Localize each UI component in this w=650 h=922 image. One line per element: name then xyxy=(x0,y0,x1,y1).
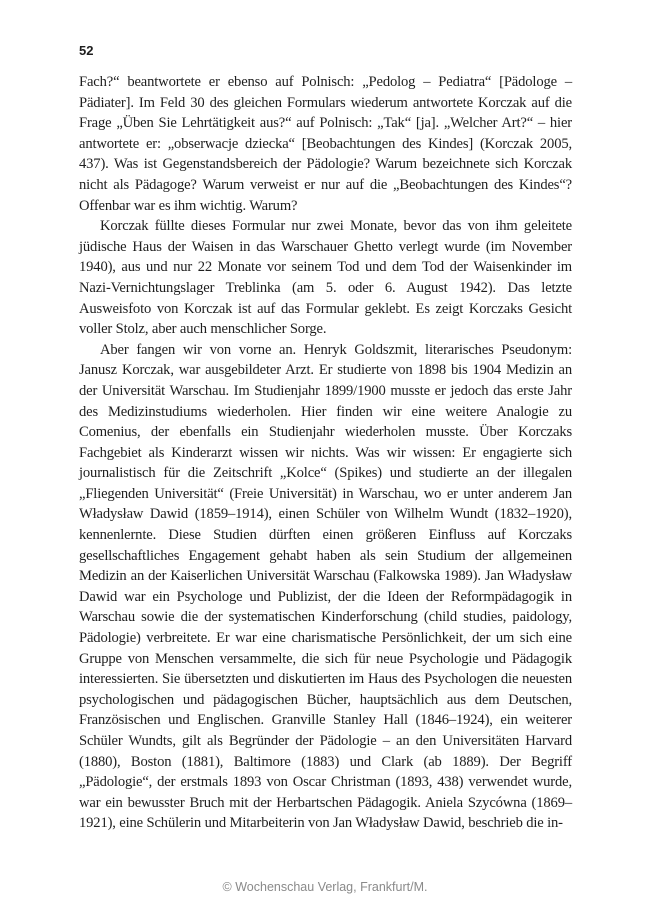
paragraph-1: Fach?“ beantwortete er ebenso auf Polnisch: „Pedolog – Pediatra“ [Pädologe – Pädiater]. Im Feld 30 des gleichen Formulars wiederum antwortete Korczak auf die Frage „Üben Sie Lehrtätigkeit aus?“ auf Polnisch: „Tak“ [ja]. „Welcher Art?“ – hier antwortete er: „obserwacje dziecka“ [Beobachtungen des Kindes] (Korczak 2005, 437). Was ist Gegenstandsbereich der Pädologie? Warum bezeichnete sich Korczak nicht als Pädagoge? Warum verweist er nur auf die „Beobachtungen des Kindes“? Offenbar war es ihm wichtig. Warum? xyxy=(79,74,572,214)
copyright-footer: © Wochenschau Verlag, Frankfurt/M. xyxy=(222,880,428,894)
page-number: 52 xyxy=(79,43,94,58)
paragraph-3: Aber fangen wir von vorne an. Henryk Goldszmit, literarisches Pseudonym: Janusz Korczak, war ausgebildeter Arzt. Er studierte von 1898 bis 1904 Medizin an der Universität Warschau. Im Studienjahr 1899/1900 musste er jedoch das erste Jahr des Medizinstudiums wiederholen. Hier finden wir eine weitere Analogie zu Comenius, der ebenfalls ein Studienjahr wiederholen musste. Über Korczaks Fachgebiet als Kinderarzt wissen wir nichts. Was wir wissen: Er engagierte sich journalistisch für die Zeitschrift „Kolce“ (Spikes) und studierte an der illegalen „Fliegenden Universität“ (Freie Universität) in Warschau, wo er unter anderem Jan Władysław Dawid (1859–1914), einen Schüler von Wilhelm Wundt (1832–1920), kennenlernte. Diese Studien dürften einen größeren Einfluss auf Korczaks gesellschaftliches Engagement gehabt haben als sein Studium der allgemeinen Medizin an der Kaiserlichen Universität Warschau (Falkowska 1989). Jan Władysław Dawid war ein Psychologe und Publizist, der die Ideen der Reformpädagogik in Warschau sowie die der systematischen Kinderforschung (child studies, paidology, Pädologie) verbreitete. Er war eine charismatische Persönlichkeit, der um sich eine Gruppe von Menschen versammelte, die sich für neue Psychologie und Pädagogik interessierten. Sie übersetzten und diskutierten im Haus des Psychologen die neuesten psychologischen und pädagogischen Bücher, hauptsächlich aus dem Deutschen, Französischen und Englischen. Granville Stanley Hall (1846–1924), ein weiterer Schüler Wundts, gilt als Begründer der Pädologie – an den Universitäten Harvard (1880), Boston (1881), Baltimore (1883) und Clark (ab 1889). Der Begriff „Pädologie“, der erstmals 1893 von Oscar Christman (1893, 438) verwendet wurde, war ein bewusster Bruch mit der Herbartschen Pädagogik. Aniela Szycówna (1869–1921), eine Schülerin und Mitarbeiterin von Jan Władysław Dawid, beschrieb die in- xyxy=(79,341,572,832)
body-text xyxy=(79,72,572,834)
paragraph-2: Korczak füllte dieses Formular nur zwei Monate, bevor das von ihm geleitete jüdische Haus der Waisen in das Warschauer Ghetto verlegt wurde (im November 1940), aus und nur 22 Monate vor seinem Tod und dem Tod der Waisenkinder im Nazi-Vernichtungslager Treblinka (am 5. oder 6. August 1942). Das letzte Ausweisfoto von Korczak ist auf das Formular geklebt. Es zeigt Korczaks Gesicht voller Stolz, aber auch menschlicher Sorge. xyxy=(79,218,572,338)
